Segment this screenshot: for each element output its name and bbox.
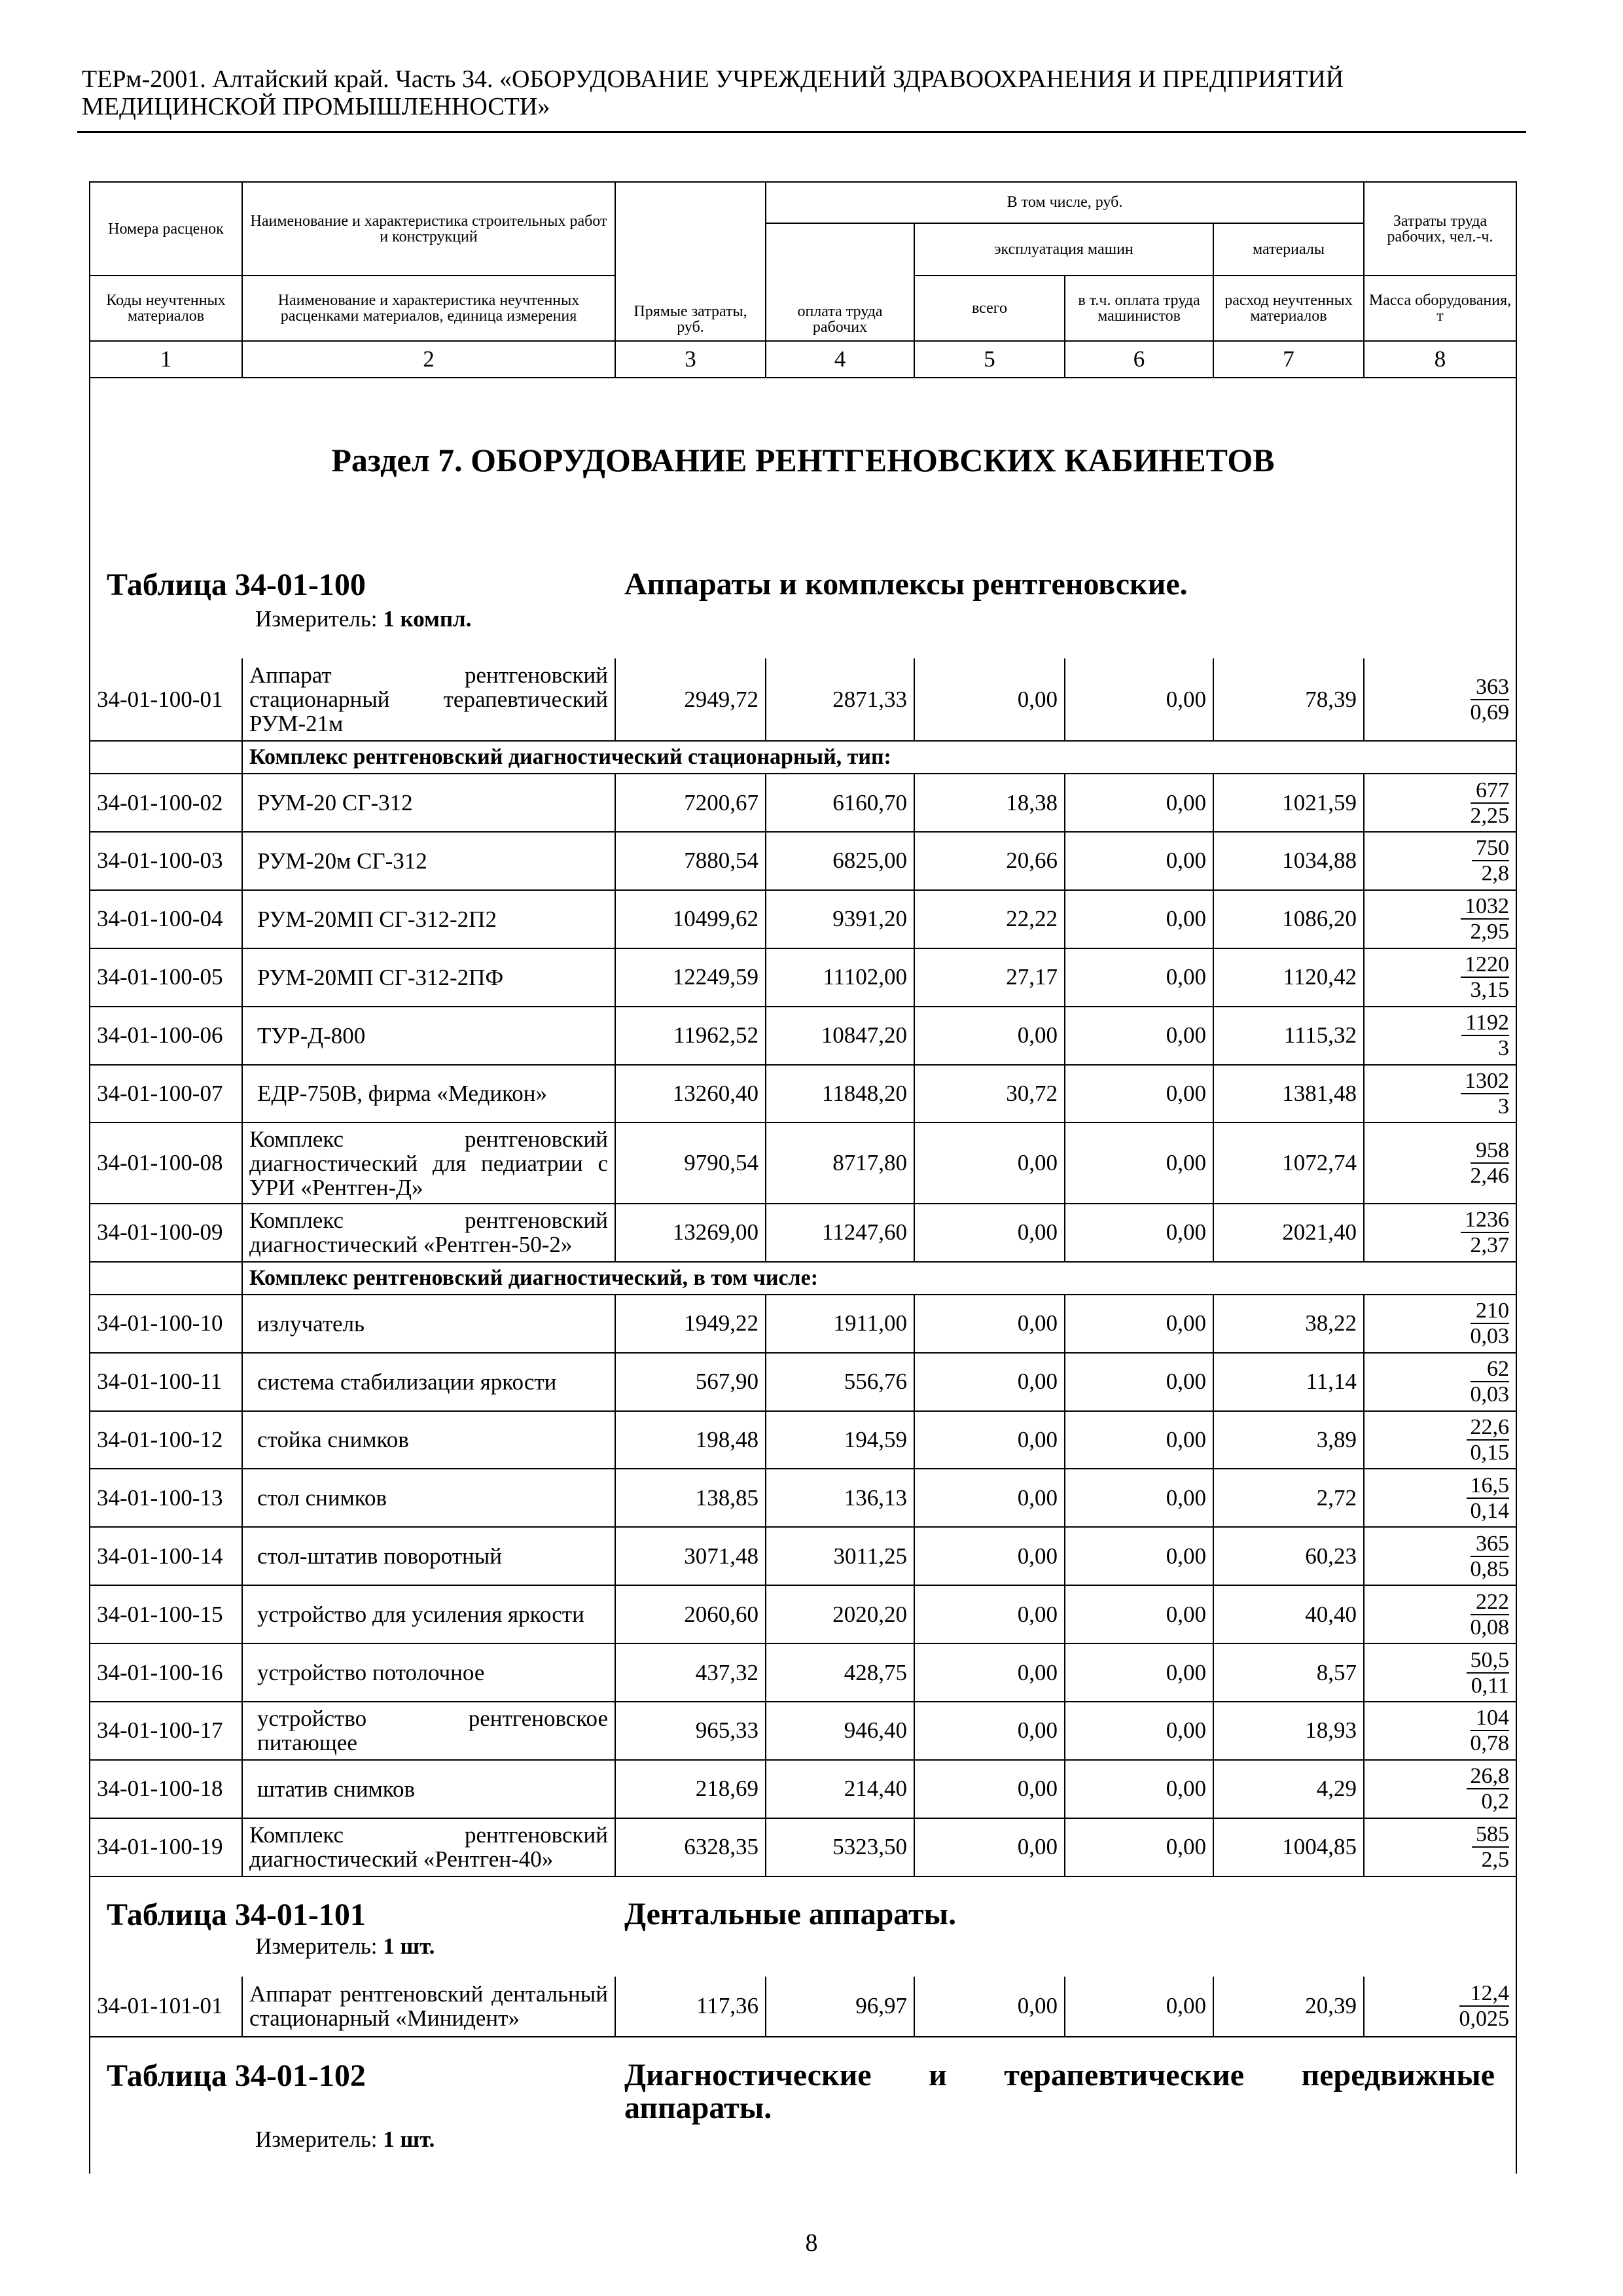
direct-cost: 10499,62: [615, 890, 766, 948]
equipment-mass: 0,85: [1470, 1556, 1509, 1581]
materials-cost: 8,57: [1213, 1643, 1364, 1702]
equipment-mass: 0,08: [1470, 1615, 1509, 1640]
materials-cost: 78,39: [1213, 658, 1364, 741]
included-header: В том числе, руб.: [766, 182, 1364, 223]
materials-cost: 38,22: [1213, 1295, 1364, 1353]
materials-cost: 11,14: [1213, 1353, 1364, 1411]
labor-hours-and-mass: [1364, 1122, 1516, 1204]
table-row: [90, 832, 1516, 890]
labor-hours-and-mass: [1364, 890, 1516, 948]
fraction: [1471, 1357, 1510, 1407]
fraction: [1461, 1011, 1509, 1060]
machines-cost: 0,00: [914, 1204, 1065, 1262]
direct-cost: 12249,59: [615, 948, 766, 1007]
direct-cost: 117,36: [615, 1977, 766, 2037]
fraction: [1461, 1208, 1509, 1257]
labor-hours: 1236: [1461, 1208, 1509, 1233]
labor-cost: 8717,80: [766, 1122, 914, 1204]
equipment-mass: 3,15: [1470, 978, 1509, 1003]
rate-name: ЕДР-750В, фирма «Медикон»: [242, 1065, 615, 1123]
fraction: [1472, 836, 1509, 886]
measure-label: Измеритель:: [255, 606, 378, 632]
machinists-labor-cost: 0,00: [1065, 1585, 1213, 1643]
column-number: 6: [1065, 341, 1213, 378]
fraction: [1467, 1764, 1510, 1814]
fraction: [1471, 1299, 1510, 1348]
direct-cost: 7200,67: [615, 774, 766, 832]
rate-code: 34-01-100-08: [90, 1122, 242, 1204]
labor-hours-and-mass: [1364, 658, 1516, 741]
direct-cost: 2060,60: [615, 1585, 766, 1643]
section-title: Раздел 7. ОБОРУДОВАНИЕ РЕНТГЕНОВСКИХ КАБИНЕТОВ: [331, 442, 1275, 479]
rate-code: 34-01-100-19: [90, 1818, 242, 1876]
col3-header: Прямые затраты, руб.: [615, 182, 766, 341]
machines-cost: 18,38: [914, 774, 1065, 832]
table-row: [90, 948, 1516, 1007]
rate-name: РУМ-20МП СГ-312-2ПФ: [242, 948, 615, 1007]
labor-hours-and-mass: [1364, 832, 1516, 890]
machinists-labor-cost: 0,00: [1065, 1007, 1213, 1065]
machines-cost: 0,00: [914, 1702, 1065, 1760]
rate-code: 34-01-100-16: [90, 1643, 242, 1702]
labor-hours: 1302: [1461, 1069, 1509, 1094]
table-number: Таблица 34-01-100: [107, 567, 366, 603]
measure-value: 1 шт.: [383, 2126, 435, 2152]
rate-code: 34-01-100-11: [90, 1353, 242, 1411]
labor-hours-and-mass: [1364, 1585, 1516, 1643]
table-name: Диагностические и терапевтические передвижные аппараты.: [624, 2057, 1495, 2125]
labor-hours: 62: [1471, 1357, 1510, 1382]
equipment-mass: 2,5: [1481, 1848, 1509, 1873]
rate-name: система стабилизации яркости: [242, 1353, 615, 1411]
direct-cost: 138,85: [615, 1469, 766, 1527]
page-header-line2: МЕДИЦИНСКОЙ ПРОМЫШЛЕННОСТИ»: [82, 93, 550, 120]
materials-cost: 1115,32: [1213, 1007, 1364, 1065]
group-title: Комплекс рентгеновский диагностический, в том числе:: [242, 1262, 1516, 1295]
labor-cost: 6825,00: [766, 832, 914, 890]
rate-name: стол снимков: [242, 1469, 615, 1527]
machinists-labor-cost: 0,00: [1065, 1818, 1213, 1876]
table-row: [90, 1977, 1516, 2037]
labor-hours: 104: [1471, 1706, 1510, 1731]
table-number: Таблица 34-01-101: [107, 1897, 366, 1932]
labor-cost: 6160,70: [766, 774, 914, 832]
rate-code: 34-01-100-18: [90, 1760, 242, 1818]
rate-code: 34-01-100-15: [90, 1585, 242, 1643]
rate-name: излучатель: [242, 1295, 615, 1353]
materials-cost: 3,89: [1213, 1411, 1364, 1469]
rate-code: 34-01-100-13: [90, 1469, 242, 1527]
direct-cost: 198,48: [615, 1411, 766, 1469]
equipment-mass: 0,03: [1470, 1382, 1509, 1407]
fraction: [1471, 778, 1510, 828]
table-row: [90, 1411, 1516, 1469]
rate-code: 34-01-100-05: [90, 948, 242, 1007]
equipment-mass: 0,2: [1481, 1789, 1509, 1814]
direct-cost: 965,33: [615, 1702, 766, 1760]
col4-header: оплата труда рабочих: [766, 223, 914, 341]
equipment-mass: 3: [1498, 1094, 1509, 1119]
table-row: [90, 1204, 1516, 1262]
table-row: [90, 1295, 1516, 1353]
measure-label: Измеритель:: [255, 2126, 378, 2152]
col1-header-top: Номера расценок: [90, 182, 242, 276]
labor-hours: 222: [1471, 1590, 1510, 1615]
column-number: 4: [766, 341, 914, 378]
equipment-mass: 0,78: [1470, 1731, 1509, 1756]
fraction: [1471, 1138, 1510, 1188]
machines-cost: 0,00: [914, 1760, 1065, 1818]
labor-hours-and-mass: [1364, 1702, 1516, 1760]
labor-hours-and-mass: [1364, 1469, 1516, 1527]
labor-hours-and-mass: [1364, 1643, 1516, 1702]
rate-code: 34-01-100-07: [90, 1065, 242, 1123]
rate-name: стойка снимков: [242, 1411, 615, 1469]
machines-cost: 0,00: [914, 1818, 1065, 1876]
rate-code: 34-01-101-01: [90, 1977, 242, 2037]
table-row: [90, 1353, 1516, 1411]
labor-hours-and-mass: [1364, 1204, 1516, 1262]
materials-cost: 4,29: [1213, 1760, 1364, 1818]
direct-cost: 13269,00: [615, 1204, 766, 1262]
labor-cost: 214,40: [766, 1760, 914, 1818]
machines-cost: 0,00: [914, 1295, 1065, 1353]
col5-header: всего: [914, 276, 1065, 341]
machines-cost: 0,00: [914, 1585, 1065, 1643]
materials-cost: 20,39: [1213, 1977, 1364, 2037]
table-row: [90, 1007, 1516, 1065]
rate-name: РУМ-20 СГ-312: [242, 774, 615, 832]
equipment-mass: 2,37: [1470, 1233, 1509, 1258]
rate-code: 34-01-100-01: [90, 658, 242, 741]
labor-cost: 3011,25: [766, 1527, 914, 1585]
direct-cost: 13260,40: [615, 1065, 766, 1123]
materials-cost: 1120,42: [1213, 948, 1364, 1007]
group-title: Комплекс рентгеновский диагностический стационарный, тип:: [242, 741, 1516, 774]
machines-cost: 0,00: [914, 1469, 1065, 1527]
col7-header: расход неучтенных материалов: [1213, 276, 1364, 341]
machinists-labor-cost: 0,00: [1065, 774, 1213, 832]
table-heading-block: [90, 1876, 1516, 1977]
fraction: [1471, 675, 1510, 725]
equipment-mass: 0,025: [1459, 2007, 1509, 2032]
labor-hours: 22,6: [1467, 1415, 1510, 1441]
table-name: Дентальные аппараты.: [624, 1896, 957, 1931]
direct-cost: 6328,35: [615, 1818, 766, 1876]
fraction: [1471, 1532, 1510, 1581]
rates-table: [89, 181, 1517, 2174]
equipment-mass: 0,14: [1470, 1498, 1509, 1523]
machines-cost: 0,00: [914, 1411, 1065, 1469]
equipment-mass: 0,69: [1470, 700, 1509, 725]
machinists-labor-cost: 0,00: [1065, 1760, 1213, 1818]
direct-cost: 437,32: [615, 1643, 766, 1702]
machinists-labor-cost: 0,00: [1065, 1295, 1213, 1353]
machines-cost: 20,66: [914, 832, 1065, 890]
machinists-labor-cost: 0,00: [1065, 1065, 1213, 1123]
table-name: Аппараты и комплексы рентгеновские.: [624, 567, 1188, 602]
direct-cost: 7880,54: [615, 832, 766, 890]
rate-code: 34-01-100-12: [90, 1411, 242, 1469]
fraction: [1461, 952, 1509, 1002]
fraction: [1472, 1822, 1509, 1872]
machinists-labor-cost: 0,00: [1065, 1411, 1213, 1469]
table-row: [90, 1585, 1516, 1643]
rate-name: стол-штатив поворотный: [242, 1527, 615, 1585]
direct-cost: 1949,22: [615, 1295, 766, 1353]
labor-cost: 2020,20: [766, 1585, 914, 1643]
labor-hours: 1192: [1461, 1011, 1509, 1036]
col2-header-bottom: Наименование и характеристика неучтенных расценками материалов, единица измерения: [242, 276, 615, 341]
labor-hours-and-mass: [1364, 774, 1516, 832]
machinists-labor-cost: 0,00: [1065, 1122, 1213, 1204]
machinists-labor-cost: 0,00: [1065, 1977, 1213, 2037]
labor-hours-and-mass: [1364, 948, 1516, 1007]
table-row: [90, 1122, 1516, 1204]
measure-value: 1 шт.: [383, 1933, 435, 1959]
direct-cost: 9790,54: [615, 1122, 766, 1204]
machinists-labor-cost: 0,00: [1065, 1469, 1213, 1527]
materials-cost: 1034,88: [1213, 832, 1364, 890]
labor-cost: 11102,00: [766, 948, 914, 1007]
fraction: [1459, 1981, 1510, 2031]
machines-cost: 0,00: [914, 1122, 1065, 1204]
labor-hours: 12,4: [1459, 1981, 1510, 2007]
machinists-labor-cost: 0,00: [1065, 658, 1213, 741]
labor-hours-and-mass: [1364, 1353, 1516, 1411]
labor-cost: 946,40: [766, 1702, 914, 1760]
labor-cost: 1911,00: [766, 1295, 914, 1353]
labor-cost: 10847,20: [766, 1007, 914, 1065]
measure-unit: [255, 1934, 435, 1959]
labor-hours: 958: [1471, 1138, 1510, 1164]
materials-cost: 1004,85: [1213, 1818, 1364, 1876]
labor-hours-and-mass: [1364, 1007, 1516, 1065]
machinists-labor-cost: 0,00: [1065, 1353, 1213, 1411]
col2-header-top: Наименование и характеристика строительных работ и конструкций: [242, 182, 615, 276]
labor-hours: 750: [1472, 836, 1509, 861]
table-row: [90, 1818, 1516, 1876]
labor-hours: 363: [1471, 675, 1510, 700]
rate-name: Аппарат рентгеновский стационарный терапевтический РУМ-21м: [242, 658, 615, 741]
header-rule: [77, 131, 1526, 133]
table-row: [90, 890, 1516, 948]
machines-cost: 0,00: [914, 1007, 1065, 1065]
machines-cost: 0,00: [914, 1643, 1065, 1702]
rate-code: 34-01-100-09: [90, 1204, 242, 1262]
equipment-mass: 0,03: [1470, 1324, 1509, 1349]
rate-name: устройство потолочное: [242, 1643, 615, 1702]
labor-cost: 5323,50: [766, 1818, 914, 1876]
labor-hours: 677: [1471, 778, 1510, 804]
rate-code: 34-01-100-04: [90, 890, 242, 948]
rate-name: Комплекс рентгеновский диагностический «Рентген-40»: [242, 1818, 615, 1876]
fraction: [1467, 1415, 1510, 1465]
column-number: 2: [242, 341, 615, 378]
rate-name: ТУР-Д-800: [242, 1007, 615, 1065]
table-row: [90, 1702, 1516, 1760]
table-row: [90, 1760, 1516, 1818]
direct-cost: 567,90: [615, 1353, 766, 1411]
fraction: [1461, 1069, 1509, 1119]
equipment-mass: 2,95: [1470, 920, 1509, 944]
direct-cost: 218,69: [615, 1760, 766, 1818]
labor-hours-and-mass: [1364, 1760, 1516, 1818]
rate-code: 34-01-100-14: [90, 1527, 242, 1585]
machines-cost: 0,00: [914, 1527, 1065, 1585]
labor-hours: 585: [1472, 1822, 1509, 1848]
table-row: [90, 1527, 1516, 1585]
equipment-mass: 2,25: [1470, 803, 1509, 828]
fraction: [1467, 1473, 1510, 1523]
table-row: [90, 658, 1516, 741]
table-row: [90, 1643, 1516, 1702]
machines-cost: 22,22: [914, 890, 1065, 948]
rate-name: Аппарат рентгеновский дентальный стационарный «Минидент»: [242, 1977, 615, 2037]
rate-code: 34-01-100-03: [90, 832, 242, 890]
measure-value: 1 компл.: [383, 606, 472, 632]
measure-unit: [255, 607, 471, 632]
rate-name: РУМ-20МП СГ-312-2П2: [242, 890, 615, 948]
labor-cost: 11247,60: [766, 1204, 914, 1262]
column-number: 8: [1364, 341, 1516, 378]
col8-header-top: Затраты труда рабочих, чел.-ч.: [1364, 182, 1516, 276]
rate-code: 34-01-100-06: [90, 1007, 242, 1065]
table-heading-block: [90, 2037, 1516, 2174]
materials-cost: 1086,20: [1213, 890, 1364, 948]
machinists-labor-cost: 0,00: [1065, 1643, 1213, 1702]
direct-cost: 11962,52: [615, 1007, 766, 1065]
group-code-cell: [90, 741, 242, 774]
table-number: Таблица 34-01-102: [107, 2058, 366, 2093]
column-number: 3: [615, 341, 766, 378]
materials-cost: 1381,48: [1213, 1065, 1364, 1123]
labor-hours: 50,5: [1467, 1648, 1510, 1674]
column-number: 7: [1213, 341, 1364, 378]
group-code-cell: [90, 1262, 242, 1295]
rate-code: 34-01-100-10: [90, 1295, 242, 1353]
labor-cost: 136,13: [766, 1469, 914, 1527]
labor-cost: 428,75: [766, 1643, 914, 1702]
labor-cost: 11848,20: [766, 1065, 914, 1123]
equipment-mass: 2,46: [1470, 1164, 1509, 1189]
table-row: [90, 1065, 1516, 1123]
col8-header-bottom: Масса оборудования, т: [1364, 276, 1516, 341]
labor-hours: 210: [1471, 1299, 1510, 1324]
column-number: 1: [90, 341, 242, 378]
rate-name: устройство для усиления яркости: [242, 1585, 615, 1643]
materials-cost: 2021,40: [1213, 1204, 1364, 1262]
fraction: [1461, 894, 1509, 944]
machinists-labor-cost: 0,00: [1065, 890, 1213, 948]
rate-name: Комплекс рентгеновский диагностический для педиатрии с УРИ «Рентген-Д»: [242, 1122, 615, 1204]
labor-hours-and-mass: [1364, 1411, 1516, 1469]
labor-cost: 556,76: [766, 1353, 914, 1411]
machines-cost: 0,00: [914, 658, 1065, 741]
labor-hours: 26,8: [1467, 1764, 1510, 1789]
column-numbers-row: [90, 341, 1516, 378]
machines-cost: 27,17: [914, 948, 1065, 1007]
group-row: [90, 1262, 1516, 1295]
materials-cost: 2,72: [1213, 1469, 1364, 1527]
labor-cost: 96,97: [766, 1977, 914, 2037]
labor-hours: 1220: [1461, 952, 1509, 978]
machines-cost: 0,00: [914, 1353, 1065, 1411]
labor-cost: 194,59: [766, 1411, 914, 1469]
page-header: [82, 65, 1515, 120]
equipment-mass: 0,11: [1471, 1673, 1509, 1698]
labor-hours-and-mass: [1364, 1065, 1516, 1123]
rate-code: 34-01-100-02: [90, 774, 242, 832]
fraction: [1471, 1590, 1510, 1640]
rate-name: устройство рентгеновское питающее: [242, 1702, 615, 1760]
machinists-labor-cost: 0,00: [1065, 948, 1213, 1007]
labor-cost: 9391,20: [766, 890, 914, 948]
machinists-labor-cost: 0,00: [1065, 832, 1213, 890]
measure-unit: [255, 2127, 435, 2152]
equipment-mass: 2,8: [1481, 861, 1509, 886]
direct-cost: 3071,48: [615, 1527, 766, 1585]
equipment-mass: 3: [1498, 1036, 1509, 1061]
materials-cost: 1021,59: [1213, 774, 1364, 832]
page-header-line1: ТЕРм-2001. Алтайский край. Часть 34. «ОБОРУДОВАНИЕ УЧРЕЖДЕНИЙ ЗДРАВООХРАНЕНИЯ И ПРЕДПРИЯТИЙ: [82, 65, 1344, 93]
machines-cost: 0,00: [914, 1977, 1065, 2037]
machines-cost: 30,72: [914, 1065, 1065, 1123]
materials-cost: 1072,74: [1213, 1122, 1364, 1204]
labor-hours: 16,5: [1467, 1473, 1510, 1499]
direct-cost: 2949,72: [615, 658, 766, 741]
machinists-labor-cost: 0,00: [1065, 1204, 1213, 1262]
fraction: [1467, 1648, 1510, 1698]
group-row: [90, 741, 1516, 774]
table-row: [90, 1469, 1516, 1527]
materials-cost: 18,93: [1213, 1702, 1364, 1760]
labor-hours: 1032: [1461, 894, 1509, 920]
column-number: 5: [914, 341, 1065, 378]
labor-hours-and-mass: [1364, 1527, 1516, 1585]
materials-header: материалы: [1213, 223, 1364, 276]
materials-cost: 60,23: [1213, 1527, 1364, 1585]
col1-header-bottom: Коды неучтенных материалов: [90, 276, 242, 341]
machinists-labor-cost: 0,00: [1065, 1702, 1213, 1760]
labor-hours-and-mass: [1364, 1295, 1516, 1353]
page-number: 8: [805, 2229, 818, 2257]
table-row: [90, 774, 1516, 832]
labor-hours-and-mass: [1364, 1818, 1516, 1876]
labor-cost: 2871,33: [766, 658, 914, 741]
table-heading-block: [90, 378, 1516, 658]
labor-hours: 365: [1471, 1532, 1510, 1557]
machines-header: эксплуатация машин: [914, 223, 1213, 276]
rate-name: РУМ-20м СГ-312: [242, 832, 615, 890]
materials-cost: 40,40: [1213, 1585, 1364, 1643]
labor-hours-and-mass: [1364, 1977, 1516, 2037]
rate-code: 34-01-100-17: [90, 1702, 242, 1760]
measure-label: Измеритель:: [255, 1933, 378, 1959]
rate-name: Комплекс рентгеновский диагностический «Рентген-50-2»: [242, 1204, 615, 1262]
col6-header: в т.ч. оплата труда машинистов: [1065, 276, 1213, 341]
machinists-labor-cost: 0,00: [1065, 1527, 1213, 1585]
rate-name: штатив снимков: [242, 1760, 615, 1818]
equipment-mass: 0,15: [1470, 1440, 1509, 1465]
fraction: [1471, 1706, 1510, 1755]
